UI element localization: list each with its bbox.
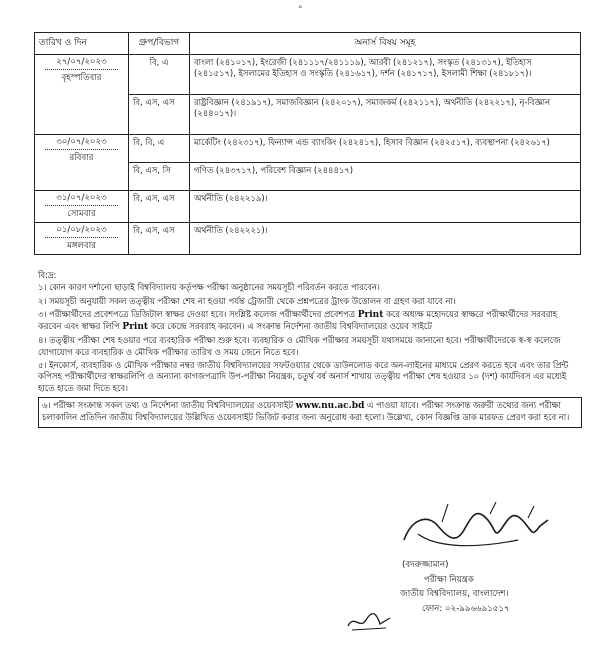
exam-weekday: বৃহস্পতিবার xyxy=(61,72,102,83)
exam-weekday: সোমবার xyxy=(67,208,96,219)
note-item: ৪। তত্ত্বীয় পরীক্ষা শেষ হওয়ার পরে ব্যবহারিক পরীক্ষা শুরু হবে। ব্যবহারিক ও মৌখিক পরীক্ষার সময়সূচী যথাসময়ে জানানো হবে। পরীক্ষার্থীদেরকে স্ব-স্ব কলেজে যোগাযোগ করে ব্যবহারিক ও মৌখিক পরীক্ষার তারিখ ও সময় জেনে নিতে হবে। xyxy=(38,335,561,357)
signatory-title: পরীক্ষা নিয়ন্ত্রক xyxy=(424,574,474,585)
note-text: করে কেন্দ্রে সরবরাহ করবেন। এ সংক্রান্ত নির্দেশনা জাতীয় বিশ্ববিদ্যালয়ের ওয়েব সাইটে xyxy=(150,321,432,332)
subjects-cell: অর্থনীতি (২৪২২২১)। xyxy=(190,223,581,255)
exam-date: ২৭/০৭/২০২৩ xyxy=(45,57,118,70)
exam-weekday: রবিবার xyxy=(69,152,94,163)
group-cell: বি, এস, এস xyxy=(129,95,190,135)
group-cell: বি, বি, এ xyxy=(129,135,190,163)
signatory-phone: ফোন: ০২-৯৯৬৬৯১৫১৭ xyxy=(422,603,510,614)
table-header-row xyxy=(35,33,581,55)
header-subjects: অনার্স বিষয় সমূহ xyxy=(190,33,581,55)
note-text: ৬। পরীক্ষা সংক্রান্ত সকল তথ্য ও নির্দেশনা জাতীয় বিশ্ববিদ্যালয়ের ওয়েবসাইট xyxy=(42,400,293,411)
note-item: ২। সময়সূচী অনুযায়ী সকল তত্ত্বীয় পরীক্ষা শেষ না হওয়া পর্যন্ত ট্রেজারী থেকে প্রশ্নপত্রের ট্রাংক উত্তোলন বা গ্রহণ করা যাবে না। xyxy=(38,295,456,306)
group-cell: বি, এস, সি xyxy=(129,163,190,191)
subjects-cell: গণিত (২৪৩৭১৭), পরিবেশ বিজ্ঞান (২৪৪৪১৭) xyxy=(190,163,581,191)
note-item xyxy=(38,309,582,333)
header-group: গ্রুপ/বিভাগ xyxy=(129,33,190,55)
group-cell: বি, এ xyxy=(129,55,190,95)
exam-weekday: মঙ্গলবার xyxy=(67,240,96,251)
note-item: ৫। ইনকোর্স, ব্যবহারিক ও মৌখিক পরীক্ষার নম্বর জাতীয় বিশ্ববিদ্যালয়ের সফটওয়্যার থেকে ডাউনলোড করে অন-লাইনের মাধ্যমে প্রেরণ করতে হবে এবং তার প্রিন্ট কপিসহ পরীক্ষার্থীদের স্বাক্ষরলিপি ও অন্যান্য কাগজপত্রাদি উপ-পরীক্ষা নিয়ন্ত্রক, চতুর্থ বর্ষ অনার্স শাখায় তত্ত্বীয় পরীক্ষা শেষ হওয়ার ১০ (দশ) কার্যদিবস এর মধ্যেই হাতে হাতে জমা দিতে হবে। xyxy=(38,360,569,393)
signature-block xyxy=(400,560,570,618)
note-item: ১। কোন কারণ দর্শানো ছাড়াই বিশ্ববিদ্যালয় কর্তৃপক্ষ পরীক্ষা অনুষ্ঠানের সময়সূচী পরিবর্তন করতে পারবেন। xyxy=(38,282,380,293)
table-row xyxy=(35,223,581,255)
website-link[interactable]: www.nu.ac.bd xyxy=(295,401,365,412)
subjects-cell: মার্কেটিং (২৪২৩১৭), ফিন্যান্স এন্ড ব্যাংকিং (২৪২৪১৭), হিসাব বিজ্ঞান (২৪২৫১৭), ব্যবস্থাপনা (২৪২৬১৭) xyxy=(190,135,581,163)
scan-mark: ° xyxy=(298,5,303,15)
group-cell: বি, এস, এস xyxy=(129,223,190,255)
date-cell xyxy=(35,55,129,135)
note-item-boxed xyxy=(38,397,582,427)
signatory-organization: জাতীয় বিশ্ববিদ্যালয়, বাংলাদেশ। xyxy=(400,589,509,600)
subjects-cell: বাংলা (২৪১০১৭), ইংরেজী (২৪১১১৭/২৪১১১৯), আরবী (২৪১২১৭), সংস্কৃত (২৪১৩১৭), ইতিহাস (২৪১৫১৭), ইসলামের ইতিহাস ও সংস্কৃতি (২৪১৬১৭), দর্শন (২৪১৭১৭), ইসলামী শিক্ষা (২৪১৮১৭)। xyxy=(190,55,581,95)
group-cell: বি, এস, এস xyxy=(129,191,190,223)
note-text: এ পাওয়া যাবে। পরীক্ষা সংক্রান্ত জরুরী তথ্যের জন্য পরীক্ষা চলাকালিন প্রতিদিন জাতীয় বিশ্ববিদ্যালয়ের উল্লিখিত ওয়েবসাইট ভিজিট করার জন্য অনুরোধ করা হলো। উল্লেখ্য, কোন বিজ্ঞপ্তি ডাক মারফত প্রেরণ করা হবে না। xyxy=(42,400,570,423)
subjects-cell: রাষ্ট্রবিজ্ঞান (২৪১৯১৭), সমাজবিজ্ঞান (২৪২০১৭), সমাজকর্ম (২৪২১১৭), অর্থনীতি (২৪২২১৭), নৃ-বিজ্ঞান (২৪৪০১৭)। xyxy=(190,95,581,135)
handwritten-initials xyxy=(346,608,392,634)
handwritten-signature xyxy=(398,500,558,562)
date-cell xyxy=(35,135,129,191)
exam-date: ০১/০৮/২০২৩ xyxy=(45,225,118,238)
print-keyword: Print xyxy=(357,310,384,321)
header-date: তারিখ ও দিন xyxy=(35,33,129,55)
table-row xyxy=(35,191,581,223)
exam-date: ৩১/০৭/২০২৩ xyxy=(45,193,118,206)
table-row xyxy=(35,135,581,163)
print-keyword: Print xyxy=(122,322,149,333)
notes-heading: বি:দ্র: xyxy=(38,270,57,280)
table-row xyxy=(35,55,581,95)
subjects-cell: অর্থনীতি (২৪২২১৯)। xyxy=(190,191,581,223)
note-text: ৩। পরীক্ষার্থীদের প্রবেশপত্রে ডিজিটাল স্বাক্ষর দেওয়া হবে। সংশ্লিষ্ট কলেজ পরীক্ষার্থীদের প্রবেশপত্র xyxy=(38,309,356,320)
note-text: করে অধ্যক্ষ মহোদয়ের স্বাক্ষরে পরীক্ষার্থীদের সরবরাহ করবেন এবং স্বাক্ষর লিপি xyxy=(38,309,558,332)
notes-section xyxy=(38,270,582,430)
exam-date: ৩০/০৭/২০২৩ xyxy=(45,137,118,150)
date-cell xyxy=(35,223,129,255)
signatory-name: (বদরুজ্জামান) xyxy=(402,560,449,570)
exam-schedule-table xyxy=(34,32,581,255)
date-cell xyxy=(35,191,129,223)
